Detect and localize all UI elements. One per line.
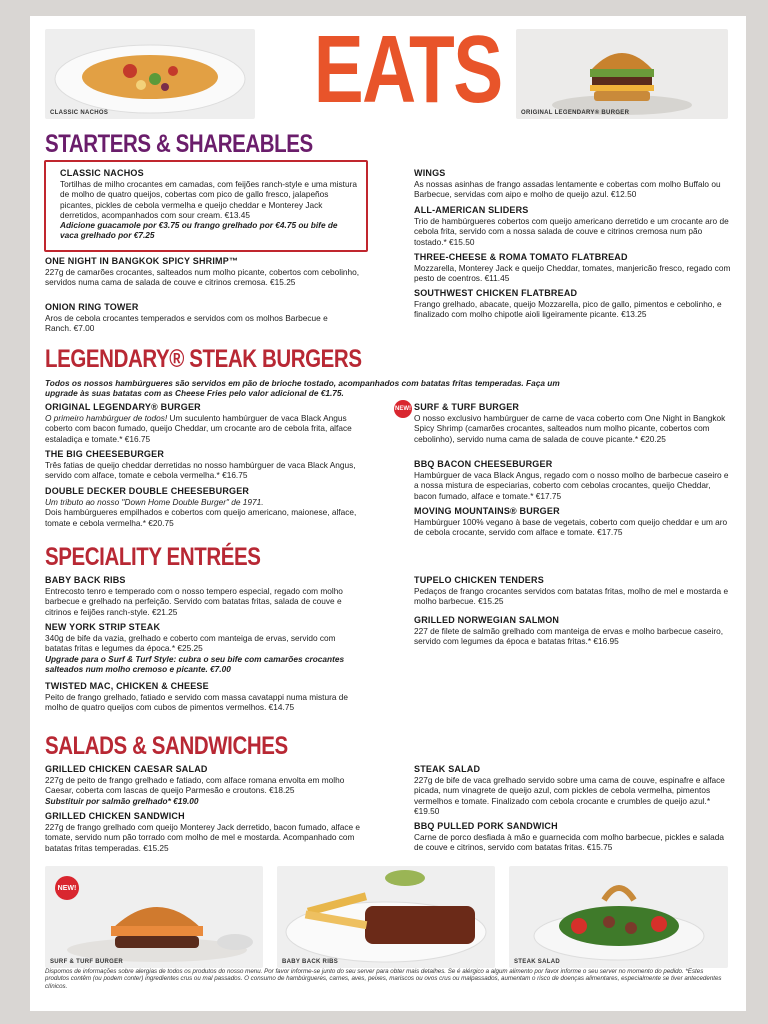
item-description: Peito de frango grelhado, fatiado e servido com massa cavatappi numa mistura de molho de quatro queijos com cubos de pimentos vermelhos. €14.75	[45, 692, 349, 713]
menu-item-bbq-pulled-pork-sandwich	[414, 821, 732, 853]
item-description: Três fatias de queijo cheddar derretidas no nosso hambúrguer de vaca Black Angus, servido com alface, tomate e cebola vermelha.* €16.75	[45, 460, 356, 481]
item-description: Aros de cebola crocantes temperados e servidos com os molhos Barbecue e Ranch. €7.00	[45, 313, 328, 334]
menu-item-all-american-sliders	[414, 205, 732, 247]
item-description: Hambúrguer 100% vegano à base de vegetais, coberto com queijo cheddar e um aro de cebola crocante, servido com alface e tomate. €17.75	[414, 517, 728, 538]
item-name: ONE NIGHT IN BANGKOK SPICY SHRIMP™	[45, 256, 239, 266]
item-name: BABY BACK RIBS	[45, 575, 126, 585]
item-name: TUPELO CHICKEN TENDERS	[414, 575, 544, 585]
item-name: CLASSIC NACHOS	[60, 168, 144, 178]
item-name: NEW YORK STRIP STEAK	[45, 622, 161, 632]
item-description: As nossas asinhas de frango assadas lentamente e cobertas com molho Buffalo ou Barbecue, servidas com aipo e molho de queijo azul. €12.50	[414, 179, 721, 200]
menu-item-surf-turf-burger	[414, 402, 732, 444]
item-description: Frango grelhado, abacate, queijo Mozzarella, pico de gallo, pimentos e cebolinho, e finalizado com molho chipotle aioli ligeiramente picante. €13.25	[414, 299, 722, 320]
burgers-intro: Todos os nossos hambúrgueres são servidos em pão de brioche tostado, acompanhados com batatas fritas temperadas. Faça um upgrade às suas batatas com as Cheese Fries pelo valor adicional de €1.75.	[45, 378, 560, 398]
menu-item-caesar-salad	[45, 764, 365, 806]
item-description: O nosso exclusivo hambúrguer de carne de vaca coberto com One Night in Bangkok Spicy Shrimp (camarões crocantes, salteados num molho picante, cobertos com cebolinho), servido numa cama de salada de couve picante.* €20.25	[414, 413, 726, 444]
ribs-photo-caption: BABY BACK RIBS	[282, 959, 339, 965]
surf-turf-burger-image	[45, 866, 263, 968]
item-note: Adicione guacamole por €3.75 ou frango grelhado por €4.75 ou bife de vaca grelhado por €7.25	[60, 220, 338, 241]
item-name: TWISTED MAC, CHICKEN & CHEESE	[45, 681, 209, 691]
menu-item-baby-back-ribs	[45, 575, 365, 617]
item-description: Entrecosto tenro e temperado com o nosso tempero especial, regado com molho barbecue e grelhado na perfeição. Servido com batatas fritas, salada de couve e citrinos e feijões ranch-style. €21.25	[45, 586, 343, 617]
allergy-disclaimer: Dispomos de informações sobre alergias de todos os produtos do nosso menu. Por favor informe-se junto do seu server para obter mais detalhes. Se é alérgico a algum alimento por favor informe o seu server no momento do pedido. *Estes produtos contêm (ou podem conter) ingredientes crus ou mal passados. O consumo de hambúrgueres, carnes, aves, peixes, mariscos ou ovos crus ou malpassados, aumentam o risco de doenças alimentares, especialmente se tiver antecedentes clínicos.	[45, 968, 722, 990]
menu-item-original-legendary-burger	[45, 402, 365, 444]
nachos-photo	[45, 29, 255, 119]
item-description: 227g de bife de vaca grelhado servido sobre uma cama de couve, espinafre e alface picada, num vinagrete de queijo azul, com pickles de cebola vermelha, pimentos vermelhos e tomate. Finalizado com cebola crocante e crumbles de queijo azul.* €19.50	[414, 775, 725, 816]
section-burgers-title: LEGENDARY® STEAK BURGERS	[45, 345, 362, 373]
new-badge: NEW!	[394, 400, 412, 418]
item-name: DOUBLE DECKER DOUBLE CHEESEBURGER	[45, 486, 250, 496]
item-note: Substituir por salmão grelhado* €19.00	[45, 795, 199, 806]
section-salads-title: SALADS & SANDWICHES	[45, 732, 288, 760]
item-name: BBQ PULLED PORK SANDWICH	[414, 821, 558, 831]
item-name: MOVING MOUNTAINS® BURGER	[414, 506, 560, 516]
item-name: SOUTHWEST CHICKEN FLATBREAD	[414, 288, 578, 298]
ribs-photo	[277, 866, 495, 968]
menu-item-tomato-flatbread	[414, 252, 732, 284]
steak-salad-photo-caption: STEAK SALAD	[514, 959, 560, 965]
nachos-plate-image	[45, 29, 255, 119]
menu-item-double-decker-cheeseburger	[45, 486, 365, 528]
item-name: GRILLED NORWEGIAN SALMON	[414, 615, 560, 625]
item-description: Um suculento hambúrguer de vaca Black Angus coberto com bacon fumado, queijo Cheddar, um crocante aro de cebola frita, alface estaladiça e tomate.* €16.75	[45, 413, 352, 444]
item-description: Mozzarella, Monterey Jack e queijo Cheddar, tomates, manjericão fresco, regado com pesto de coentros. €11.45	[414, 263, 731, 284]
menu-item-grilled-norwegian-salmon	[414, 615, 732, 647]
item-name: THE BIG CHEESEBURGER	[45, 449, 165, 459]
section-starters-title: STARTERS & SHAREABLES	[45, 130, 313, 158]
menu-item-bbq-bacon-cheeseburger	[414, 459, 732, 501]
item-description: Hambúrguer de vaca Black Angus, regado com o nosso molho de barbecue caseiro e a nossa mistura de especiarias, coberto com cebolas crocantes, queijo Cheddar, bacon fumado, alface e tomate.* €17.75	[414, 470, 729, 501]
item-name: ALL-AMERICAN SLIDERS	[414, 205, 529, 215]
menu-item-classic-nachos	[60, 168, 358, 241]
burger-photo-caption: ORIGINAL LEGENDARY® BURGER	[521, 110, 630, 116]
item-name: STEAK SALAD	[414, 764, 481, 774]
burger-image	[516, 29, 728, 119]
menu-item-chicken-flatbread	[414, 288, 732, 320]
item-name: BBQ BACON CHEESEBURGER	[414, 459, 553, 469]
menu-item-big-cheeseburger	[45, 449, 365, 481]
item-name: GRILLED CHICKEN SANDWICH	[45, 811, 185, 821]
item-description: Dois hambúrgueres empilhados e cobertos com queijo americano, maionese, alface, tomate e cebola vermelha.* €20.75	[45, 507, 357, 528]
item-name: ORIGINAL LEGENDARY® BURGER	[45, 402, 201, 412]
baby-back-ribs-image	[277, 866, 495, 968]
section-entrees-title: SPECIALITY ENTRÉES	[45, 543, 261, 571]
item-note: Upgrade para o Surf & Turf Style: cubra o seu bife com camarões crocantes salteados num molho cremoso e picante. €7.00	[45, 653, 345, 674]
item-description: Trio de hambúrgueres cobertos com queijo americano derretido e um crocante aro de cebola frita, servido com a nossa salada de couve e citrinos cremosa num pão tostado.* €15.50	[414, 216, 729, 247]
item-name: SURF & TURF BURGER	[414, 402, 520, 412]
item-description: 227 de filete de salmão grelhado com manteiga de ervas e molho barbecue caseiro, servido com legumes da época e batatas fritas.* €16.95	[414, 626, 724, 647]
menu-item-grilled-chicken-sandwich	[45, 811, 365, 853]
steak-salad-image	[509, 866, 728, 968]
item-name: THREE-CHEESE & ROMA TOMATO FLATBREAD	[414, 252, 628, 262]
burger-photo	[516, 29, 728, 119]
nachos-photo-caption: CLASSIC NACHOS	[50, 110, 109, 116]
surf-turf-photo-caption: SURF & TURF BURGER	[50, 959, 124, 965]
menu-item-twisted-mac	[45, 681, 365, 713]
menu-item-wings	[414, 168, 732, 200]
menu-item-spicy-shrimp	[45, 256, 365, 288]
surf-turf-photo	[45, 866, 263, 968]
item-description: Carne de porco desfiada à mão e guarnecida com molho barbecue, pickles e salada de couve e citrinos, servido com batatas fritas. €15.75	[414, 832, 724, 853]
item-name: GRILLED CHICKEN CAESAR SALAD	[45, 764, 208, 774]
menu-item-moving-mountains-burger	[414, 506, 732, 538]
item-name: WINGS	[414, 168, 446, 178]
menu-item-new-york-strip-steak	[45, 622, 365, 674]
new-badge: NEW!	[55, 876, 79, 900]
item-description: 227g de peito de frango grelhado e fatiado, com alface romana envolta em molho Caesar, coberta com lascas de queijo Parmesão e croutons. €18.25	[45, 775, 345, 796]
menu-item-steak-salad	[414, 764, 732, 816]
item-tagline: Um tributo ao nosso "Down Home Double Burger" de 1971.	[45, 497, 264, 507]
steak-salad-photo	[509, 866, 728, 968]
page-title: EATS	[313, 16, 502, 123]
item-description: 340g de bife da vazia, grelhado e coberto com manteiga de ervas, servido com batatas fritas e legumes da época.* €25.25	[45, 633, 336, 654]
menu-item-onion-ring-tower	[45, 302, 345, 334]
item-description: 227g de frango grelhado com queijo Monterey Jack derretido, bacon fumado, alface e tomate, servido num pão torrado com molho de mel e mostarda. Acompanhado com batatas fritas temperadas. €15.25	[45, 822, 361, 853]
item-name: ONION RING TOWER	[45, 302, 139, 312]
item-description: Tortilhas de milho crocantes em camadas, com feijões ranch-style e uma mistura de molho de quatro queijos, cobertas com pico de gallo fresco, jalapeños picantes, pickles de cebola vermelha e queijo cheddar e Monterey Jack derretidos, acompanhados com sour cream. €13.45	[60, 179, 357, 220]
menu-item-tupelo-chicken-tenders	[414, 575, 732, 607]
item-tagline: O primeiro hambúrguer de todos!	[45, 413, 168, 423]
item-description: Pedaços de frango crocantes servidos com batatas fritas, molho de mel e mostarda e molho barbecue. €15.25	[414, 586, 729, 607]
item-description: 227g de camarões crocantes, salteados num molho picante, cobertos com cebolinho, servidos numa cama de salada de couve e citrinos cremosa. €15.25	[45, 267, 360, 288]
